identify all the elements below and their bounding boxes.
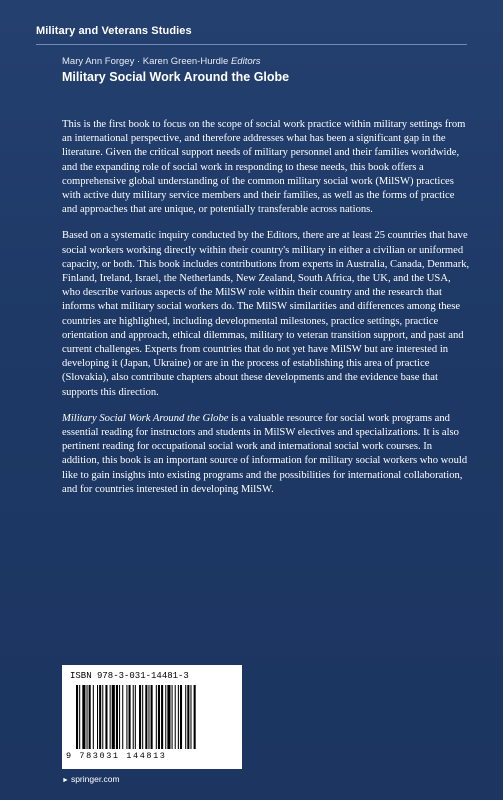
isbn-label: ISBN 978-3-031-14481-3 [70,671,189,681]
publisher-link[interactable] [62,774,120,784]
series-name: Military and Veterans Studies [36,25,192,37]
barcode-image [76,685,232,749]
blurb-paragraph-2: Based on a systematic inquiry conducted by the Editors, there are at least 25 countries that have social workers working directly within their country's military in either a civilian or uniformed capacity, or both. This book includes contributions from experts in Australia, Canada, Denmark, Finland, Ireland, Israel, the Netherlands, New Zealand, South Africa, the UK, and the USA, who describe various aspects of the MilSW role within their country and the research that informs what military social workers do. The MilSW similarities and differences among these countries are highlighted, including developmental milestones, practice settings, practice orientation and approach, ethical dilemmas, military to veteran transition support, and past and current challenges. Experts from countries that do not yet have MilSW but are interested in developing it (Japan, Ukraine) or are in the process of establishing this area of practice (Slovakia), also contribute chapters about these developments and the evidence base that supports this direction. [62,230,470,398]
editors-role: Editors [230,56,261,67]
book-title: Military Social Work Around the Globe [62,70,290,84]
triangle-arrow-icon: ► [62,777,69,784]
blurb [62,118,470,509]
header-divider [36,44,467,45]
blurb-paragraph-1: This is the first book to focus on the scope of social work practice within military settings from an international perspective, and therefore addresses what has been a significant gap in the literature. Given the critical support needs of military personnel and their families worldwide, and the expanding role of social work in responding to these needs, this book offers a comprehensive global understanding of the common military social work (MilSW) practices with active duty military service members and their families, as well as the forms of practice and approaches that are unique, or potentially transferable across nations. [62,119,466,216]
publisher-text: springer.com [70,774,120,784]
italic-book-title: Military Social Work Around the Globe [62,412,229,424]
editor-names: Mary Ann Forgey · Karen Green-Hurdle [62,56,229,67]
barcode-box [62,665,242,769]
blurb-paragraph-3 [62,412,470,497]
blurb-paragraph-3-text: is a valuable resource for social work programs and essential reading for instructors and students in MilSW electives and specializations. It is also pertinent reading for occupational social work and international social work courses. In addition, this book is an important source of information for military social workers who would like to gain insights into existing programs and the possibilities for international collaboration, and for countries interested in developing MilSW. [62,412,468,495]
editors-line [62,56,261,67]
barcode-digits: 9 783031 144813 [66,751,167,761]
